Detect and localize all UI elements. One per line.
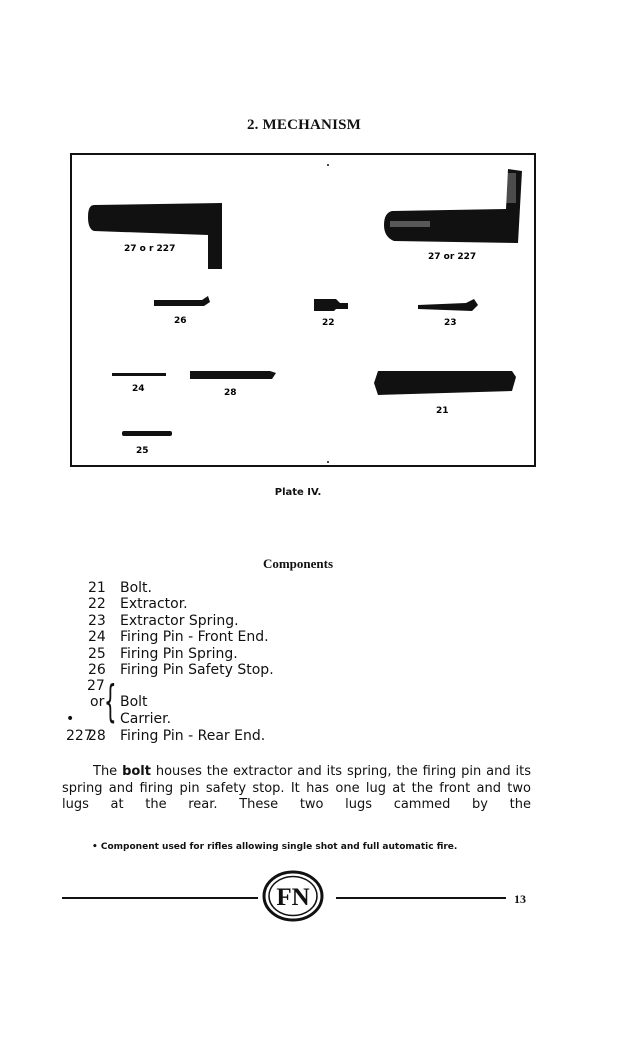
firing-pin-front-part [112,373,166,394]
label-firing-pin-rear: 28 [224,388,237,398]
brace-symbol: { [104,676,117,728]
label-bolt-carrier-right: 27 or 227 [428,252,477,262]
label-extractor-spring: 23 [444,318,457,328]
label-firing-pin-front: 24 [132,384,145,394]
firing-pin-rear-part [190,371,276,398]
extractor-spring-part [418,299,478,328]
extractor-part [314,299,348,328]
plate-figure [70,153,536,467]
firing-pin-spring-part [122,431,172,456]
label-firing-pin-spring: 25 [136,446,149,456]
plate-drawing [72,155,534,465]
components-heading: Components [262,556,334,571]
firing-pin-safety-stop-part [154,296,210,326]
page-number: 13 [514,892,526,906]
bolt-carrier-right-part [384,169,522,262]
bolt-description-paragraph: The bolt houses the extractor and its spring, the firing pin and its spring and firing pin safety stop. It has one lug at the front and two lugs at the rear. These two lugs cammed by the [62,764,531,812]
label-extractor: 22 [322,318,335,328]
label-bolt-carrier-left: 27 o r 227 [124,244,176,254]
bolt-part [374,371,516,416]
footnote: • Component used for rifles allowing single shot and full automatic fire. [92,842,458,852]
label-bolt: 21 [436,406,449,416]
plate-caption: Plate IV. [274,487,322,498]
label-firing-pin-safety-stop: 26 [174,316,187,326]
logo-text: FN [276,884,310,911]
footer-rule-right [336,897,506,899]
section-title: 2. MECHANISM [246,117,362,133]
bolt-carrier-left-part [88,203,222,269]
footer-rule-left [62,897,258,899]
fn-logo [262,870,324,926]
